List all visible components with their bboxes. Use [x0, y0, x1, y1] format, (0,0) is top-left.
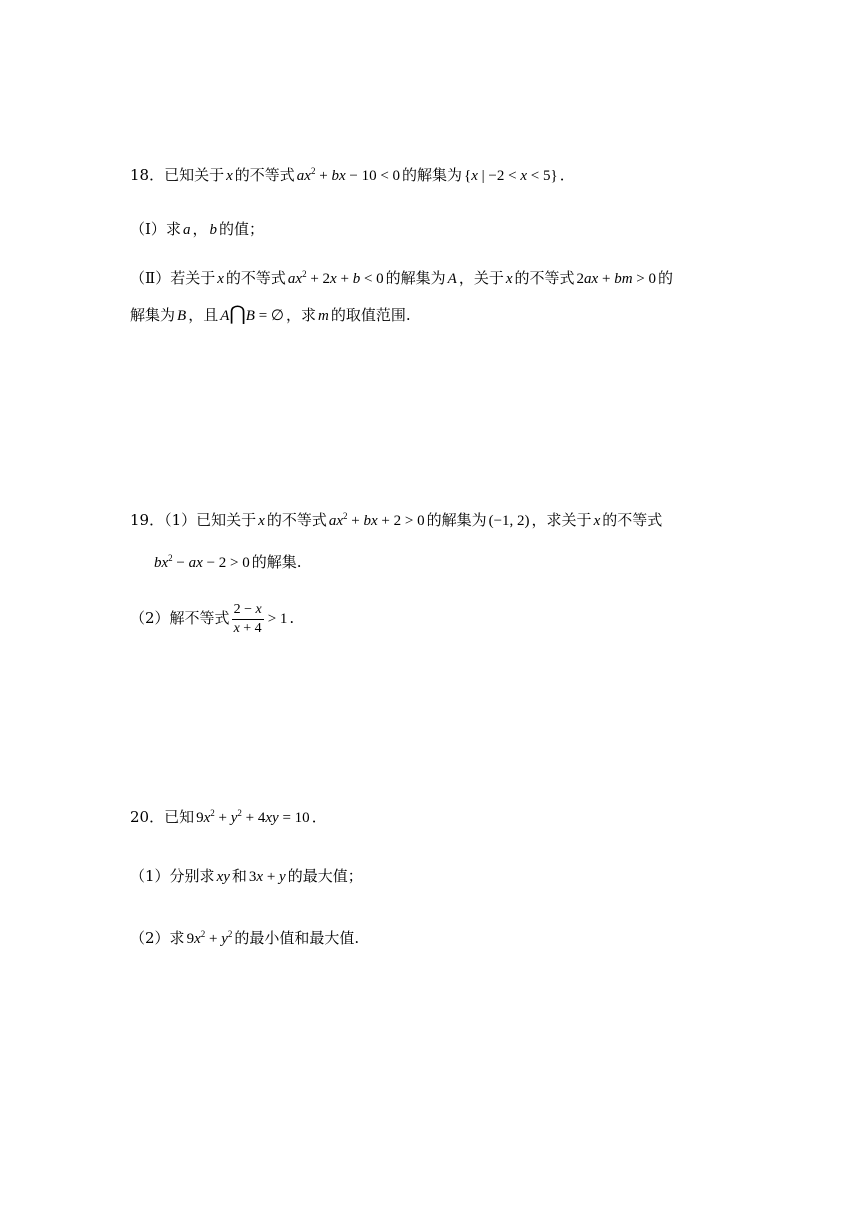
- problem-number: 19．: [130, 511, 165, 529]
- math-expression: $9x^2 + y^2$: [186, 929, 233, 947]
- problem-19-part-1-line-2: $bx^2$ − ax − 2 > 0 的解集.: [154, 553, 302, 571]
- problem-18-part-2-line-1: （Ⅱ）若关于 x 的不等式 $ax^2 + 2x + b < 0$ 的解集为 A ，关于 x 的不等式 2ax + bm > 0 的: [130, 269, 674, 287]
- problem-number: 20．: [130, 808, 165, 826]
- math-intersection: A⋂B = ∅: [220, 303, 284, 325]
- problem-18-stem: 18．已知关于 x 的不等式 $ax^2$ + bx − 10 < 0 的解集为 {x | −2 < x < 5} ．: [130, 166, 575, 184]
- problem-19-part-1-line-1: 19．（1）已知关于 x 的不等式 $ax^2$ + bx + 2 > 0 的解集为 (−1, 2) ，求关于 x 的不等式: [130, 511, 663, 529]
- math-fraction: $\frac{2 - x}{x + 4}$: [233, 601, 262, 636]
- math-inequality-2: $bx^2$ − ax − 2 > 0: [154, 553, 250, 571]
- problem-20-stem: 20．已知 $9x^2 + y^2 + 4xy = 10$ ．: [130, 808, 327, 826]
- math-expression: 3x + y: [248, 869, 286, 885]
- problem-18-part-2-line-2: 解集为 B ，且 A⋂B = ∅ ，求 m 的取值范围.: [130, 303, 411, 325]
- problem-number: 18．: [130, 166, 165, 184]
- problem-20-part-2: （2）求 $9x^2 + y^2$ 的最小值和最大值.: [130, 929, 360, 947]
- problem-19-part-2: （2）解不等式 $\frac{2 - x}{x + 4}$ > 1 .: [130, 601, 295, 636]
- math-interval: (−1, 2): [488, 513, 530, 529]
- problem-20-part-1: （1）分别求 xy 和 3x + y 的最大值；: [130, 867, 363, 885]
- problem-18-part-1: （Ⅰ）求 a ， b 的值；: [130, 220, 264, 238]
- math-inequality-b: 2ax + bm > 0: [576, 271, 656, 287]
- math-equation: $9x^2 + y^2 + 4xy = 10$: [196, 808, 310, 826]
- math-solution-set: {x | −2 < x < 5}: [464, 168, 558, 184]
- math-inequality-a: $ax^2 + 2x + b < 0$: [287, 269, 384, 287]
- math-inequality: $ax^2$ + bx − 10 < 0: [296, 166, 401, 184]
- math-inequality: $ax^2$ + bx + 2 > 0: [328, 511, 425, 529]
